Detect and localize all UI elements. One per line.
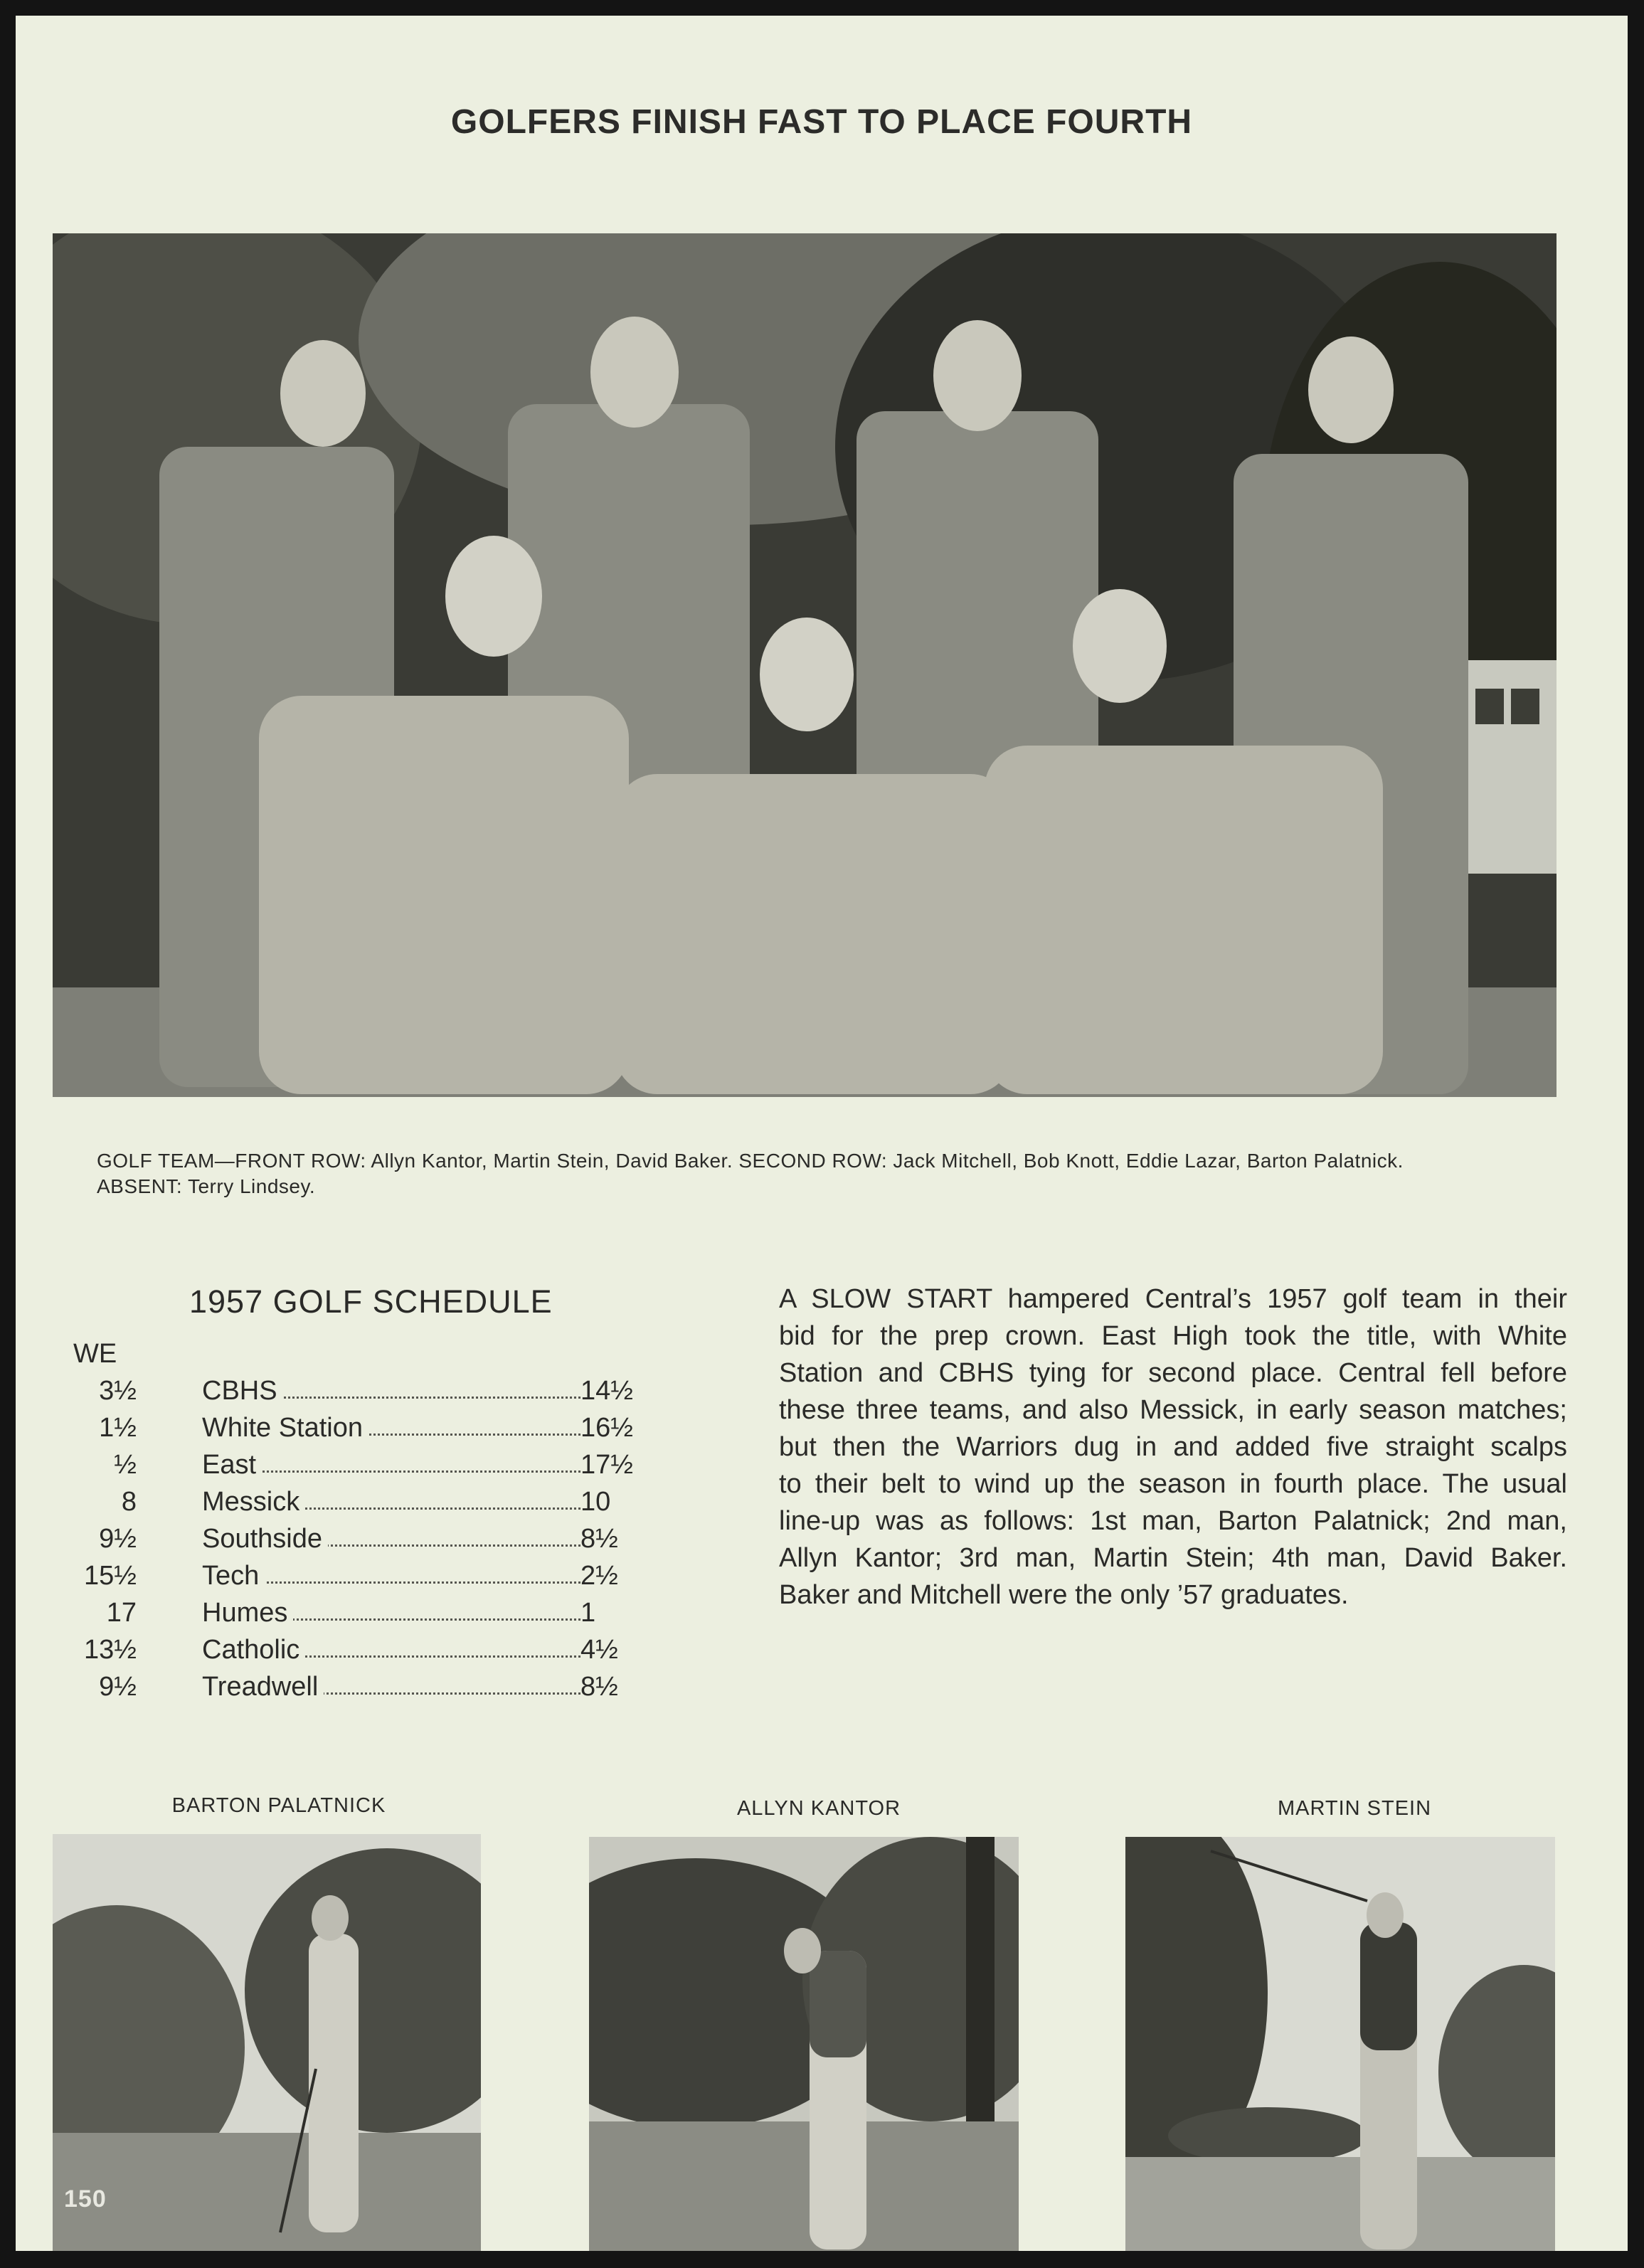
paragraph-line: these three teams, and also Messick, in early season matches; (779, 1395, 1567, 1425)
schedule-row (16, 1561, 656, 1598)
schedule-row (16, 1450, 656, 1487)
paragraph-line: to their belt to wind up the season in fourth place. The usual (779, 1469, 1567, 1499)
schedule-row (16, 1635, 656, 1672)
schedule-we-score: 17 (106, 1598, 137, 1628)
portrait-photo-barton-palatnick (53, 1834, 481, 2251)
schedule-we-score: 9½ (99, 1672, 137, 1702)
schedule-row (16, 1376, 656, 1413)
schedule-opponent-score: 14½ (580, 1376, 633, 1406)
schedule-row (16, 1413, 656, 1450)
photo-caption (97, 1148, 1548, 1199)
schedule-team: Humes (202, 1598, 293, 1628)
schedule-opponent-score: 10 (580, 1487, 611, 1517)
schedule-team: Catholic (202, 1635, 305, 1665)
paragraph-line: A SLOW START hampered Central’s 1957 golf team in their (779, 1284, 1567, 1314)
schedule-opponent-score: 16½ (580, 1413, 633, 1443)
caption-line-2: ABSENT: Terry Lindsey. (97, 1175, 316, 1197)
schedule-we-score: 13½ (84, 1635, 137, 1665)
schedule-opponent-score: 2½ (580, 1561, 618, 1591)
schedule-team: White Station (202, 1413, 368, 1443)
schedule-opponent-score: 8½ (580, 1672, 618, 1702)
caption-line-1: GOLF TEAM—FRONT ROW: Allyn Kantor, Martin Stein, David Baker. SECOND ROW: Jack Mitchell, Bob Knott, Eddie Lazar, Barton Palatnick. (97, 1150, 1404, 1172)
yearbook-page (16, 16, 1628, 2251)
schedule-we-score: 1½ (99, 1413, 137, 1443)
schedule-we-score: 15½ (84, 1561, 137, 1591)
schedule-opponent-score: 4½ (580, 1635, 618, 1665)
portrait-name-barton-palatnick: BARTON PALATNICK (171, 1794, 386, 1817)
schedule-we-score: 3½ (99, 1376, 137, 1406)
schedule-we-header: WE (73, 1339, 117, 1369)
schedule-team: Treadwell (202, 1672, 324, 1702)
paragraph-line: Baker and Mitchell were the only ’57 graduates. (779, 1580, 1349, 1610)
schedule-we-score: ½ (114, 1450, 137, 1480)
schedule-we-score: 8 (121, 1487, 137, 1517)
schedule-team: Messick (202, 1487, 305, 1517)
paragraph-line: bid for the prep crown. East High took the title, with White (779, 1321, 1567, 1351)
portrait-name-martin-stein: MARTIN STEIN (1277, 1797, 1432, 1820)
schedule-team: East (202, 1450, 262, 1480)
article-paragraph (779, 1281, 1567, 1613)
portrait-name-allyn-kantor: ALLYN KANTOR (736, 1797, 901, 1820)
paragraph-line: line-up was as follows: 1st man, Barton Palatnick; 2nd man, (779, 1506, 1567, 1536)
portrait-photo-allyn-kantor (589, 1837, 1019, 2251)
schedule-title: 1957 GOLF SCHEDULE (189, 1283, 553, 1320)
paragraph-line: Station and CBHS tying for second place. Central fell before (779, 1358, 1567, 1388)
schedule-opponent-score: 17½ (580, 1450, 633, 1480)
schedule-we-score: 9½ (99, 1524, 137, 1554)
page-number: 150 (64, 2185, 107, 2213)
schedule-row (16, 1672, 656, 1709)
schedule-team: CBHS (202, 1376, 283, 1406)
schedule-row (16, 1487, 656, 1524)
portrait-photo-martin-stein (1125, 1837, 1555, 2251)
schedule-row (16, 1524, 656, 1561)
paragraph-line: but then the Warriors dug in and added five straight scalps (779, 1432, 1567, 1462)
paragraph-line: Allyn Kantor; 3rd man, Martin Stein; 4th man, David Baker. (779, 1543, 1567, 1573)
team-photo (53, 233, 1557, 1097)
schedule-row (16, 1598, 656, 1635)
page-title: GOLFERS FINISH FAST TO PLACE FOURTH (450, 103, 1193, 141)
schedule-team: Southside (202, 1524, 328, 1554)
schedule-opponent-score: 1 (580, 1598, 596, 1628)
schedule-opponent-score: 8½ (580, 1524, 618, 1554)
schedule-team: Tech (202, 1561, 265, 1591)
